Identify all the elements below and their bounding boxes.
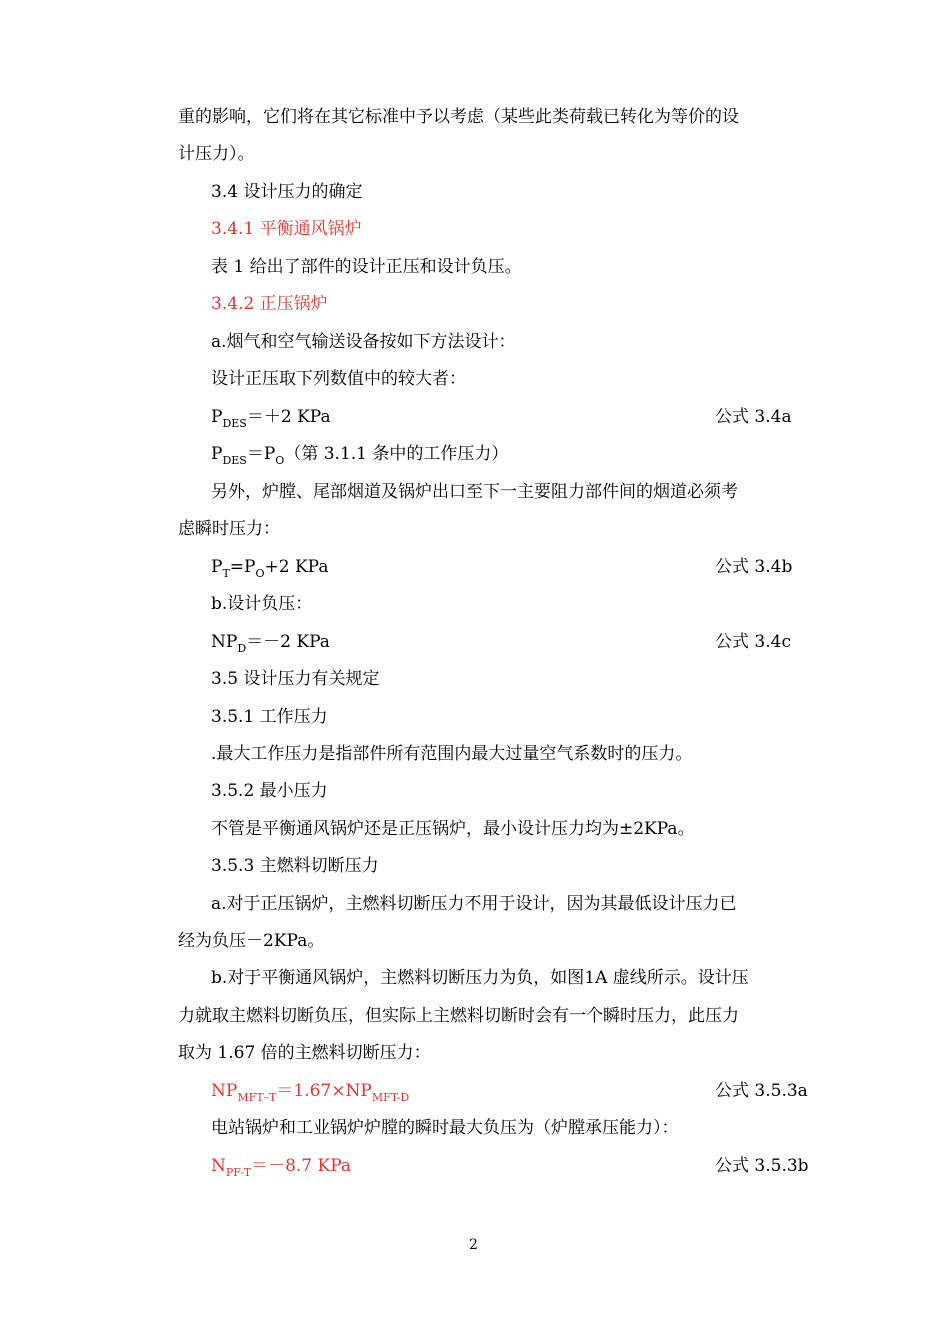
formula-3-4b <box>211 556 329 578</box>
formula-symbol: NP <box>211 632 238 652</box>
formula-symbol: P <box>211 444 223 464</box>
formula-subscript: O <box>255 567 265 580</box>
formula-value: ＝－8.7 KPa <box>251 1156 352 1176</box>
formula-subscript: DES <box>222 454 247 467</box>
formula-label: 公式 3.4b <box>715 557 793 577</box>
subsection-heading: 3.5.3 主燃料切断压力 <box>211 856 379 876</box>
formula-pdes-po <box>211 443 508 465</box>
formula-label: 公式 3.4c <box>715 632 791 652</box>
formula-symbol: N <box>211 1156 226 1176</box>
formula-3-4a <box>211 406 331 428</box>
paragraph-line: 力就取主燃料切断负压，但实际上主燃料切断时会有一个瞬时压力，此压力 <box>178 1006 739 1026</box>
paragraph-line: a.烟气和空气输送设备按如下方法设计： <box>211 332 516 352</box>
paragraph-line: 不管是平衡通风锅炉还是正压锅炉，最小设计压力均为±2KPa。 <box>211 819 695 839</box>
paragraph-line: b.对于平衡通风锅炉，主燃料切断压力为负，如图1A 虚线所示。设计压 <box>211 968 749 988</box>
paragraph-line: 取为 1.67 倍的主燃料切断压力： <box>178 1043 431 1063</box>
section-heading: 3.4 设计压力的确定 <box>211 182 363 202</box>
paragraph-line: b.设计负压： <box>211 594 313 614</box>
paragraph-line: 表 1 给出了部件的设计正压和设计负压。 <box>211 257 522 277</box>
subsection-heading: 3.4.2 正压锅炉 <box>211 294 328 314</box>
formula-subscript: PF-T <box>225 1166 252 1179</box>
formula-subscript: MFT-D <box>371 1091 410 1104</box>
paragraph-line: 重的影响，它们将在其它标准中予以考虑（某些此类荷载已转化为等价的设 <box>178 107 739 127</box>
paragraph-line: a.对于正压锅炉，主燃料切断压力不用于设计，因为其最低设计压力已 <box>211 894 737 914</box>
formula-subscript: D <box>237 642 247 655</box>
paragraph-line: 电站锅炉和工业锅炉炉膛的瞬时最大负压为（炉膛承压能力）： <box>211 1118 679 1138</box>
paragraph-line: 另外，炉膛、尾部烟道及锅炉出口至下一主要阻力部件间的烟道必须考 <box>211 482 738 502</box>
subsection-heading: 3.4.1 平衡通风锅炉 <box>211 219 362 239</box>
formula-subscript: O <box>275 454 285 467</box>
page-number: 2 <box>469 1237 478 1253</box>
formula-symbol: NP <box>211 1081 238 1101</box>
formula-value: ＝－2 KPa <box>246 632 330 652</box>
paragraph-line: .最大工作压力是指部件所有范围内最大过量空气系数时的压力。 <box>211 744 693 764</box>
formula-mid: =P <box>229 557 256 577</box>
formula-subscript: T <box>222 567 230 580</box>
formula-symbol: P <box>211 557 223 577</box>
subsection-heading: 3.5.1 工作压力 <box>211 707 328 727</box>
paragraph-line: 经为负压－2KPa。 <box>178 931 325 951</box>
formula-3-5-3b <box>211 1155 351 1177</box>
formula-subscript: MFT–T <box>237 1091 277 1104</box>
paragraph-line: 设计正压取下列数值中的较大者： <box>211 369 466 389</box>
formula-label: 公式 3.5.3b <box>715 1156 809 1176</box>
formula-note: （第 3.1.1 条中的工作压力） <box>284 444 509 464</box>
formula-label: 公式 3.5.3a <box>715 1081 808 1101</box>
formula-mid: ＝P <box>246 444 276 464</box>
section-heading: 3.5 设计压力有关规定 <box>211 669 380 689</box>
subsection-heading: 3.5.2 最小压力 <box>211 781 328 801</box>
formula-subscript: DES <box>222 417 247 430</box>
formula-symbol: P <box>211 407 223 427</box>
formula-value: +2 KPa <box>264 557 329 577</box>
paragraph-line: 虑瞬时压力： <box>178 519 280 539</box>
paragraph-line: 计压力）。 <box>178 144 255 164</box>
formula-mid: ＝1.67×NP <box>276 1081 372 1101</box>
formula-3-5-3a <box>211 1080 409 1102</box>
formula-value: ＝＋2 KPa <box>246 407 331 427</box>
formula-3-4c <box>211 631 330 653</box>
formula-label: 公式 3.4a <box>715 407 792 427</box>
